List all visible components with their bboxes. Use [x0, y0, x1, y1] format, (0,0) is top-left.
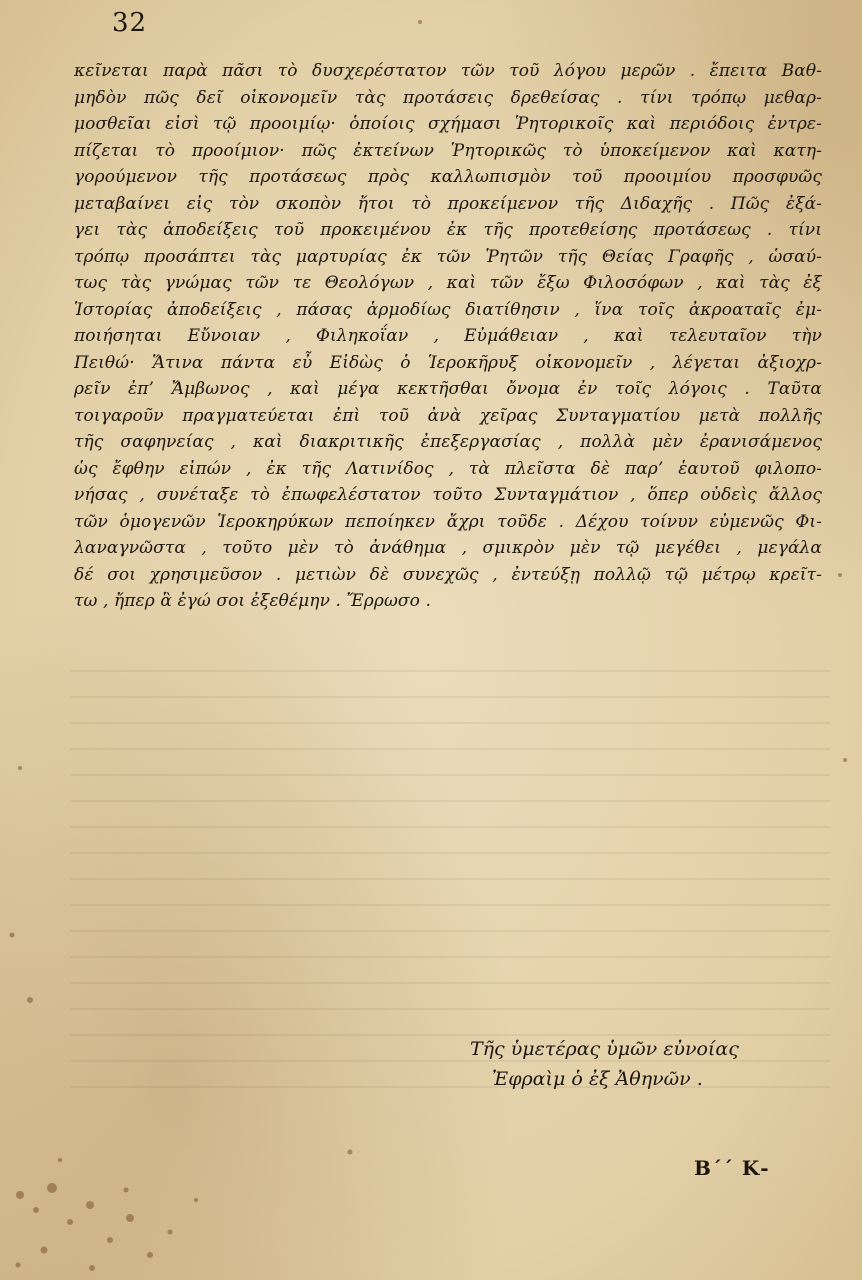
- text-line: μεταβαίνει εἰς τὸν σκοπὸν ἤτοι τὸ προκείμενον τῆς Διδαχῆς . Πῶς ἐξά-: [74, 193, 822, 214]
- text-line: τῶν ὁμογενῶν Ἱεροκηρύκων πεποίηκεν ἄχρι τοῦδε . Δέχου τοίνυν εὐμενῶς Φι-: [74, 511, 822, 532]
- signature-closing: Τῆς ὑμετέρας ὑμῶν εὐνοίας: [470, 1038, 739, 1060]
- text-line: πίζεται τὸ προοίμιον· πῶς ἐκτείνων Ῥητορικῶς τὸ ὑποκείμενον καὶ κατη-: [74, 140, 822, 161]
- text-line: Ἱστορίας ἀποδείξεις , πάσας ἁρμοδίως διατίθησιν , ἵνα τοῖς ἀκροαταῖς ἐμ-: [74, 299, 822, 320]
- text-line: μοσθεῖαι εἰσὶ τῷ προοιμίῳ· ὁποίοις σχήμασι Ῥητορικοῖς καὶ περιόδοις ἐντρε-: [74, 114, 822, 134]
- page-number: 32: [112, 8, 148, 38]
- text-line: νήσας , συνέταξε τὸ ἐπωφελέστατον τοῦτο Συνταγμάτιον , ὅπερ οὐδεὶς ἄλλος: [74, 485, 822, 505]
- text-line: μηδὸν πῶς δεῖ οἰκονομεῖν τὰς προτάσεις δρεθείσας . τίνι τρόπῳ μεθαρ-: [74, 87, 822, 108]
- text-line: λαναγνῶστα , τοῦτο μὲν τὸ ἀνάθημα , σμικρὸν μὲν τῷ μεγέθει , μεγάλα: [74, 538, 822, 558]
- text-line: τοιγαροῦν πραγματεύεται ἐπὶ τοῦ ἀνὰ χεῖρας Συνταγματίου μετὰ πολλῆς: [74, 405, 822, 426]
- text-line: τως τὰς γνώμας τῶν τε Θεολόγων , καὶ τῶν ἔξω Φιλοσόφων , καὶ τὰς ἐξ: [74, 273, 822, 293]
- text-line: Πειθώ· Ἅτινα πάντα εὖ Εἰδὼς ὁ Ἱεροκῆρυξ οἰκονομεῖν , λέγεται ἀξιοχρ-: [74, 352, 822, 373]
- text-line: ὡς ἔφθην εἰπών , ἐκ τῆς Λατινίδος , τὰ πλεῖστα δὲ παρ’ ἑαυτοῦ φιλοπο-: [74, 458, 822, 479]
- text-line: ποιήσηται Εὔνοιαν , Φιληκοΐαν , Εὐμάθειαν , καὶ τελευταῖον τὴν: [74, 326, 822, 346]
- text-line-last: τω , ἤπερ ἃ ἐγώ σοι ἐξεθέμην . Ἔρρωσο .: [74, 591, 431, 611]
- signature-block: [470, 1034, 770, 1094]
- text-line: δέ σοι χρησιμεῦσον . μετιὼν δὲ συνεχῶς , ἐντεύξῃ πολλῷ τῷ μέτρῳ κρεῖτ-: [74, 564, 822, 585]
- signature-name: Ἐφραὶμ ὁ ἐξ Ἀθηνῶν .: [492, 1068, 703, 1090]
- signature-mark: Β΄΄ Κ-: [694, 1156, 770, 1180]
- text-line: ρεῖν ἐπ’ Ἄμβωνος , καὶ μέγα κεκτῆσθαι ὄνομα ἐν τοῖς λόγοις . Ταῦτα: [74, 379, 822, 399]
- text-line: γει τὰς ἀποδείξεις τοῦ προκειμένου ἐκ τῆς προτεθείσης προτάσεως . τίνι: [74, 220, 822, 240]
- text-line: τῆς σαφηνείας , καὶ διακριτικῆς ἐπεξεργασίας , πολλὰ μὲν ἐρανισάμενος: [74, 432, 822, 452]
- text-line: τρόπῳ προσάπτει τὰς μαρτυρίας ἐκ τῶν Ῥητῶν τῆς Θείας Γραφῆς , ὡσαύ-: [74, 246, 822, 267]
- preface-paragraph: [74, 58, 822, 615]
- text-line: κεῖνεται παρὰ πᾶσι τὸ δυσχερέστατον τῶν τοῦ λόγου μερῶν . ἔπειτα Βαθ-: [74, 61, 822, 81]
- text-line: γορούμενον τῆς προτάσεως πρὸς καλλωπισμὸν τοῦ προοιμίου προσφυῶς: [74, 167, 822, 187]
